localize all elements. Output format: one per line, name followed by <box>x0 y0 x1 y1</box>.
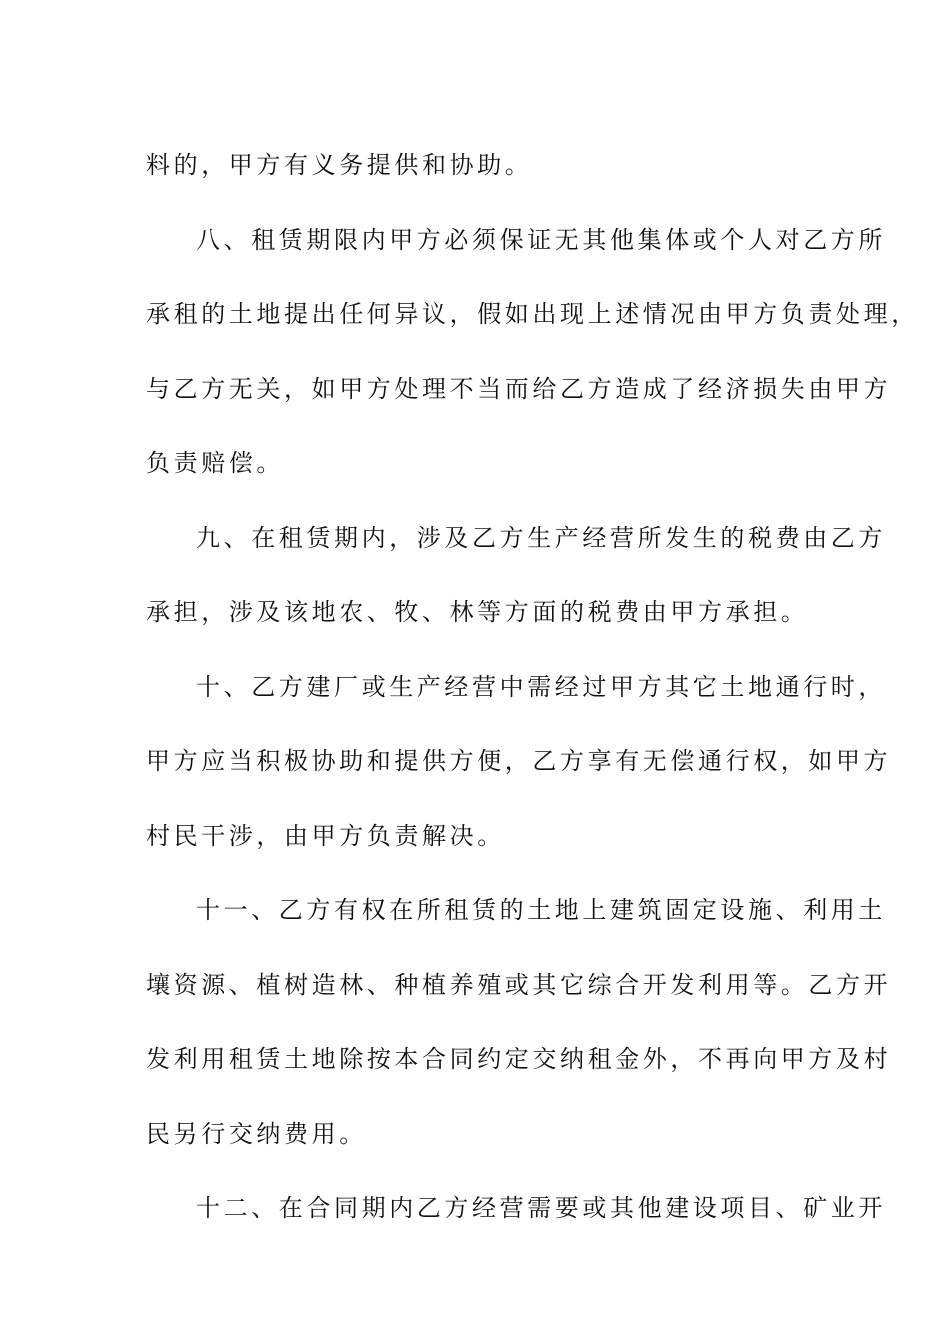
text-line: 十、乙方建厂或生产经营中需经过甲方其它土地通行时， <box>196 672 886 701</box>
text-line: 十一、乙方有权在所租赁的土地上建筑固定设施、利用土 <box>196 896 886 924</box>
text-line: 料的，甲方有义务提供和协助。 <box>146 151 533 179</box>
text-line: 甲方应当积极协助和提供方便，乙方享有无偿通行权，如甲方 <box>146 747 892 775</box>
text-line: 民另行交纳费用。 <box>146 1119 367 1148</box>
text-line: 壤资源、植树造林、种植养殖或其它综合开发利用等。乙方开 <box>146 970 892 999</box>
text-line: 负责赔偿。 <box>146 449 284 477</box>
document-body <box>146 128 919 1246</box>
text-line: 十二、在合同期内乙方经营需要或其他建设项目、矿业开 <box>196 1194 886 1222</box>
text-line: 发利用租赁土地除按本合同约定交纳租金外，不再向甲方及村 <box>146 1045 892 1073</box>
text-line: 承租的土地提出任何异议，假如出现上述情况由甲方负责处理， <box>146 300 919 328</box>
text-line: 村民干涉，由甲方负责解决。 <box>146 821 505 850</box>
text-line: 九、在租赁期内，涉及乙方生产经营所发生的税费由乙方 <box>196 523 886 552</box>
text-line: 与乙方无关，如甲方处理不当而给乙方造成了经济损失由甲方 <box>146 374 892 403</box>
text-line: 承担，涉及该地农、牧、林等方面的税费由甲方承担。 <box>146 598 809 626</box>
text-line: 八、租赁期限内甲方必须保证无其他集体或个人对乙方所 <box>196 225 886 254</box>
